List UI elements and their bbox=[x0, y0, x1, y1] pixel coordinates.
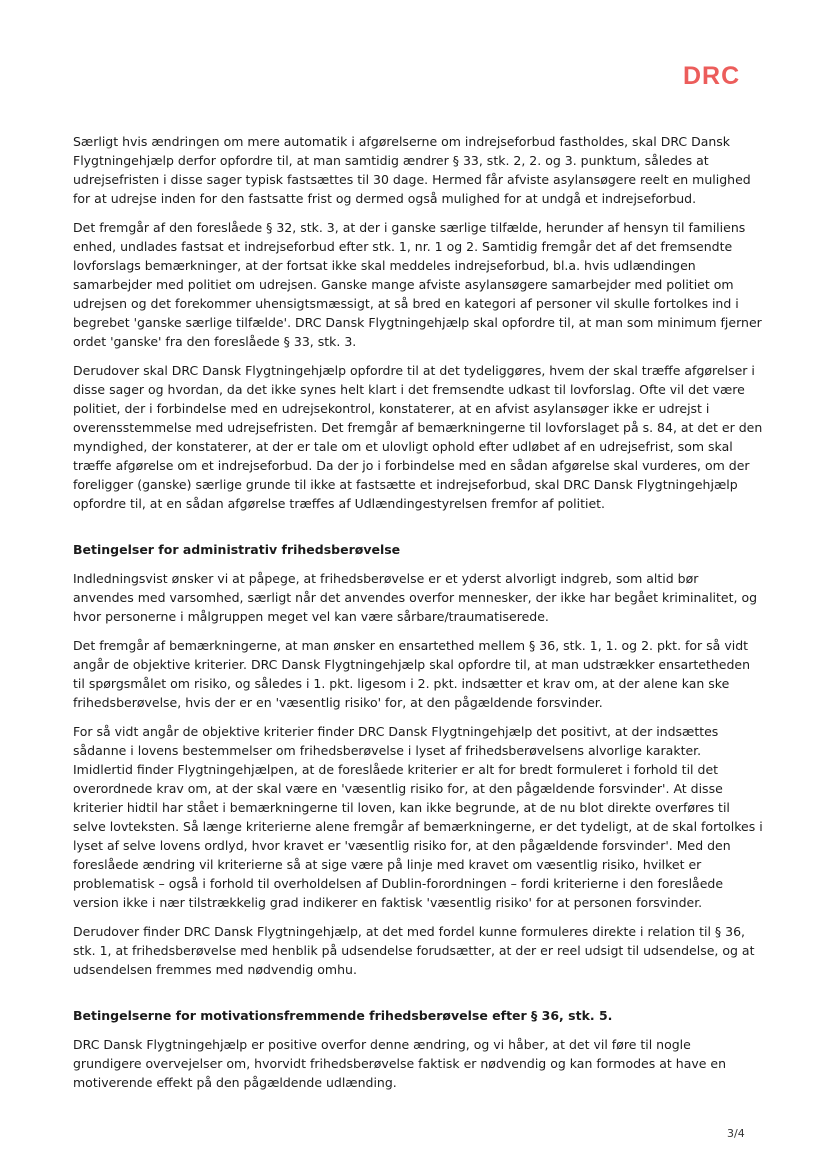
section-heading-motivational-detention: Betingelserne for motivationsfremmende frihedsberøvelse efter § 36, stk. 5. bbox=[73, 1008, 613, 1023]
paragraph: For så vidt angår de objektive kriterier finder DRC Dansk Flygtningehjælp det positivt, at der indsættes sådanne i lovens bestemmelser om frihedsberøvelse i lyset af frihedsberøvelsens alvorlige karakter. Imidlertid finder Flygtningehjælpen, at de foreslåede kriterier er alt for bredt formuleret i forhold til det overordnede krav om, at der skal være en 'væsentlig risiko for, at den pågældende forsvinder'. At disse kriterier hidtil har stået i bemærkningerne til loven, kan ikke begrunde, at de nu blot direkte overføres til selve lovteksten. Så længe kriterierne alene fremgår af bemærkningerne, er det tydeligt, at de skal fortolkes i lyset af selve lovens ordlyd, hvor kravet er 'væsentlig risiko for, at den pågældende forsvinder'. Med den foreslåede ændring vil kriterierne så at sige være på linje med kravet om væsentlig risiko, hvilket er problematisk – også i forhold til overholdelsen af Dublin-forordningen – fordi kriterierne i den foreslåede version ikke i nær tilstrækkelig grad indikerer en faktisk 'væsentlig risiko' for at personen forsvinder. bbox=[73, 724, 763, 910]
drc-logo: DRC bbox=[683, 62, 741, 90]
page-number: 3/4 bbox=[727, 1127, 745, 1140]
document-body bbox=[73, 132, 763, 1102]
paragraph: Derudover skal DRC Dansk Flygtningehjælp opfordre til at det tydeliggøres, hvem der skal træffe afgørelser i disse sager og hvordan, da det ikke synes helt klart i det fremsendte udkast til lovforslag. Ofte vil det være politiet, der i forbindelse med en udrejsekontrol, konstaterer, at en afvist asylansøger ikke er udrejst i overensstemmelse med udrejsefristen. Det fremgår af bemærkningerne til lovforslaget på s. 84, at det er den myndighed, der konstaterer, at der er tale om et ulovligt ophold efter udløbet af en udrejsefrist, som skal træffe afgørelse om et indrejseforbud. Da der jo i forbindelse med en sådan afgørelse skal vurderes, om der foreligger (ganske) særlige grunde til ikke at fastsætte et indrejseforbud, skal DRC Dansk Flygtningehjælp opfordre til, at en sådan afgørelse træffes af Udlændingestyrelsen fremfor af politiet. bbox=[73, 363, 763, 511]
paragraph: Indledningsvist ønsker vi at påpege, at frihedsberøvelse er et yderst alvorligt indgreb, som altid bør anvendes med varsomhed, særligt når det anvendes overfor mennesker, der ikke har begået kriminalitet, og hvor personerne i målgruppen meget vel kan være sårbare/traumatiserede. bbox=[73, 571, 758, 624]
paragraph: Derudover finder DRC Dansk Flygtningehjælp, at det med fordel kunne formuleres direkte i relation til § 36, stk. 1, at frihedsberøvelse med henblik på udsendelse forudsætter, at der er reel udsigt til udsendelse, og at udsendelsen fremmes med nødvendig omhu. bbox=[73, 924, 755, 977]
section-heading-administrative-detention: Betingelser for administrativ frihedsberøvelse bbox=[73, 542, 401, 557]
paragraph: Det fremgår af bemærkningerne, at man ønsker en ensartethed mellem § 36, stk. 1, 1. og 2. pkt. for så vidt angår de objektive kriterier. DRC Dansk Flygtningehjælp skal opfordre til, at man udstrækker ensartetheden til spørgsmålet om risiko, og således i 1. pkt. ligesom i 2. pkt. indsætter et krav om, at der alene kan ske frihedsberøvelse, hvis der er en 'væsentlig risiko' for, at den pågældende forsvinder. bbox=[73, 638, 751, 710]
paragraph: Det fremgår af den foreslåede § 32, stk. 3, at der i ganske særlige tilfælde, herunder af hensyn til familiens enhed, undlades fastsat et indrejseforbud efter stk. 1, nr. 1 og 2. Samtidig fremgår det af det fremsendte lovforslags bemærkninger, at der fortsat ikke skal meddeles indrejseforbud, bl.a. hvis udlændingen samarbejder med politiet om udrejsen. Ganske mange afviste asylansøgere samarbejder med politiet om udrejsen og det forekommer uhensigtsmæssigt, at så bred en kategori af personer vil skulle fortolkes ind i begrebet 'ganske særlige tilfælde'. DRC Dansk Flygtningehjælp skal opfordre til, at man som minimum fjerner ordet 'ganske' fra den foreslåede § 33, stk. 3. bbox=[73, 220, 762, 349]
paragraph: DRC Dansk Flygtningehjælp er positive overfor denne ændring, og vi håber, at det vil føre til nogle grundigere overvejelser om, hvorvidt frihedsberøvelse faktisk er nødvendig og kan formodes at have en motiverende effekt på den pågældende udlænding. bbox=[73, 1037, 727, 1090]
paragraph: Særligt hvis ændringen om mere automatik i afgørelserne om indrejseforbud fastholdes, skal DRC Dansk Flygtningehjælp derfor opfordre til, at man samtidig ændrer § 33, stk. 2, 2. og 3. punktum, således at udrejsefristen i disse sager typisk fastsættes til 30 dage. Hermed får afviste asylansøgere reelt en mulighed for at udrejse inden for den fastsatte frist og dermed også mulighed for at undgå et indrejseforbud. bbox=[73, 134, 751, 206]
